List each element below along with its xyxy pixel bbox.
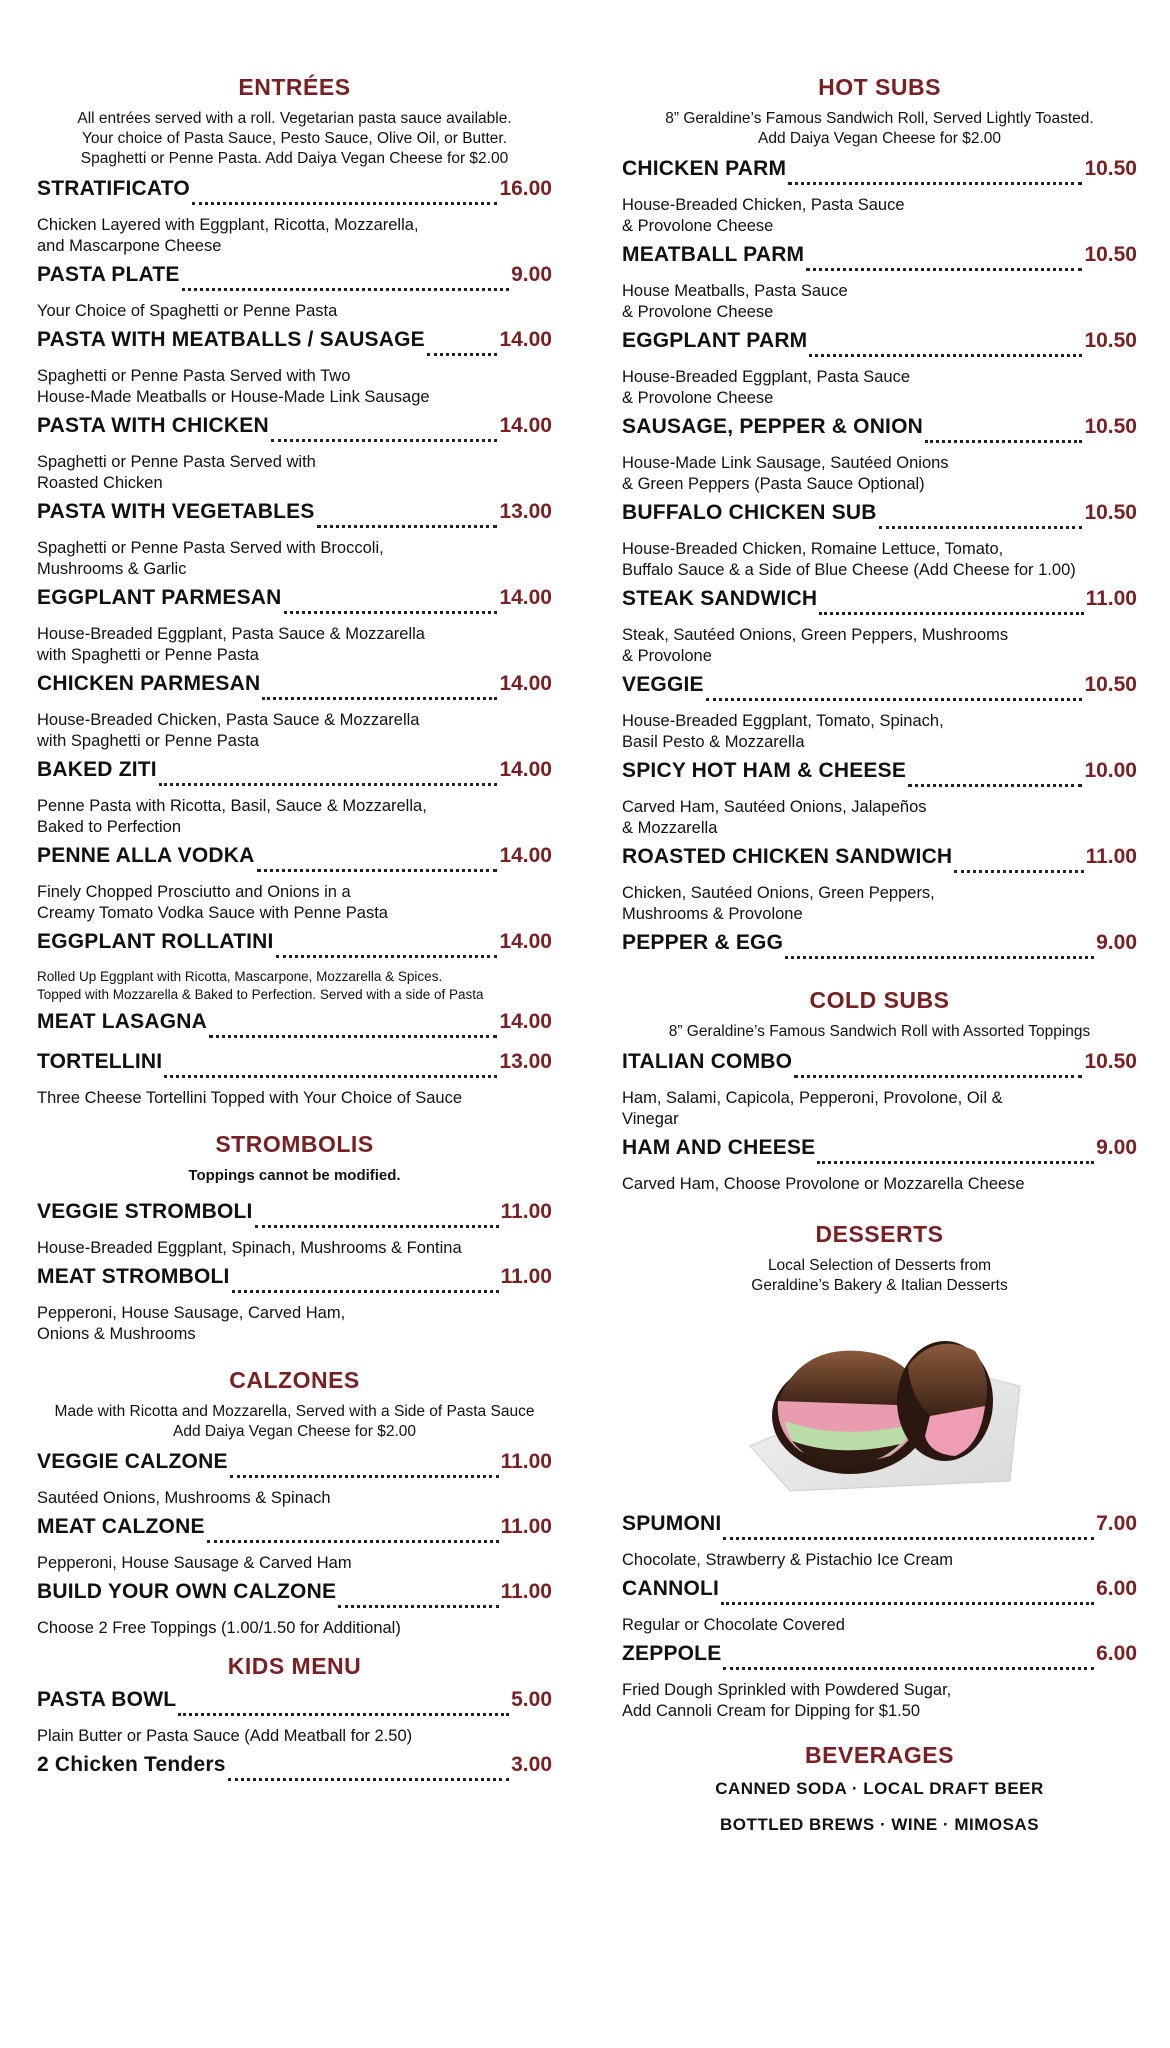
menu-item-price: 9.00 [1096, 1136, 1137, 1159]
menu-item-row [37, 177, 552, 211]
menu-item-row [37, 1515, 552, 1549]
desserts-note-line: Geraldine’s Bakery & Italian Desserts [751, 1277, 1008, 1294]
menu-item-price: 10.50 [1084, 243, 1137, 266]
menu-item-description-line: with Spaghetti or Penne Pasta [37, 646, 259, 664]
dot-leader [819, 612, 1083, 615]
desserts-title: DESSERTS [815, 1221, 944, 1247]
menu-item-price: 3.00 [511, 1753, 552, 1776]
strombolis-list [37, 1200, 552, 1345]
menu-item-description-line: Regular or Chocolate Covered [622, 1616, 845, 1634]
menu-item-description [37, 452, 552, 494]
menu-item [622, 1642, 1137, 1722]
menu-item-price: 10.50 [1084, 673, 1137, 696]
menu-item-description-line: Steak, Sautéed Onions, Green Peppers, Mushrooms [622, 626, 1009, 644]
menu-item-row [37, 844, 552, 878]
menu-item-name: VEGGIE STROMBOLI [37, 1200, 253, 1223]
calzones-note-line: Add Daiya Vegan Cheese for $2.00 [172, 1423, 416, 1440]
menu-item-description [622, 1680, 1137, 1722]
cold-subs-title: COLD SUBS [809, 987, 950, 1013]
menu-item-description [37, 1303, 552, 1345]
menu-item-name: MEATBALL PARM [622, 243, 805, 266]
dot-leader [271, 439, 498, 442]
menu-item-row [37, 672, 552, 706]
entrees-list [37, 177, 552, 1109]
dot-leader [164, 1075, 497, 1078]
menu-item-description-line: Chocolate, Strawberry & Pistachio Ice Cream [622, 1551, 954, 1569]
menu-item-description [37, 1488, 552, 1509]
menu-item-description-line: Rolled Up Eggplant with Ricotta, Mascarpone, Mozzarella & Spices. [37, 969, 443, 984]
desserts-note [622, 1256, 1137, 1296]
menu-item-description [622, 195, 1137, 237]
menu-item-description [37, 538, 552, 580]
dot-leader [879, 526, 1083, 529]
menu-item-name: STEAK SANDWICH [622, 587, 818, 610]
menu-item [622, 1512, 1137, 1571]
entrees-note [37, 109, 552, 169]
dot-leader [159, 783, 498, 786]
menu-item [622, 587, 1137, 667]
menu-item-name: EGGPLANT ROLLATINI [37, 930, 274, 953]
dot-leader [317, 525, 498, 528]
dot-leader [232, 1290, 499, 1293]
menu-item-description-line: House Meatballs, Pasta Sauce [622, 282, 848, 300]
menu-item-row [622, 243, 1137, 277]
menu-item-description-line: House-Breaded Eggplant, Pasta Sauce [622, 368, 911, 386]
menu-item-name: CHICKEN PARMESAN [37, 672, 261, 695]
dot-leader [192, 202, 498, 205]
menu-item-description [37, 1088, 552, 1109]
menu-item-row [37, 1450, 552, 1484]
desserts-list [622, 1512, 1137, 1722]
menu-item-name: SAUSAGE, PEPPER & ONION [622, 415, 923, 438]
menu-item-description-line: with Spaghetti or Penne Pasta [37, 732, 259, 750]
menu-item-description-line: Your Choice of Spaghetti or Penne Pasta [37, 302, 338, 320]
menu-item-name: PASTA WITH MEATBALLS / SAUSAGE [37, 328, 425, 351]
menu-item-description [622, 453, 1137, 495]
dot-leader [230, 1475, 499, 1478]
right-column [622, 60, 1137, 1851]
menu-item-description-line: & Provolone [622, 647, 712, 665]
menu-item-row [622, 1512, 1137, 1546]
menu-item-description-line: Carved Ham, Sautéed Onions, Jalapeños [622, 798, 927, 816]
menu-item [37, 758, 552, 838]
menu-item-price: 14.00 [499, 414, 552, 437]
menu-item-price: 7.00 [1096, 1512, 1137, 1535]
menu-item-description-line: Add Cannoli Cream for Dipping for $1.50 [622, 1702, 921, 1720]
menu-item-description-line: Spaghetti or Penne Pasta Served with Broccoli, [37, 539, 384, 557]
menu-item-price: 11.00 [500, 1450, 552, 1473]
menu-item-name: SPUMONI [622, 1512, 722, 1535]
menu-item-price: 10.50 [1084, 415, 1137, 438]
dot-leader [908, 784, 1082, 787]
menu-item-price: 9.00 [1096, 931, 1137, 954]
menu-item [37, 500, 552, 580]
menu-item-description [37, 1238, 552, 1259]
menu-item-name: MEAT STROMBOLI [37, 1265, 230, 1288]
menu-item-description-line: Vinegar [622, 1110, 679, 1128]
entrees-title: ENTRÉES [238, 74, 351, 100]
menu-item-price: 10.50 [1084, 1050, 1137, 1073]
menu-item-price: 14.00 [499, 844, 552, 867]
menu-item-name: PEPPER & EGG [622, 931, 784, 954]
menu-item-row [622, 673, 1137, 707]
dot-leader [723, 1667, 1094, 1670]
dot-leader [276, 955, 498, 958]
menu-item-description-line: Topped with Mozzarella & Baked to Perfection. Served with a side of Pasta [37, 987, 484, 1002]
menu-item-price: 10.50 [1084, 157, 1137, 180]
menu-item-name: ROASTED CHICKEN SANDWICH [622, 845, 953, 868]
menu-item [37, 672, 552, 752]
menu-item-description [37, 796, 552, 838]
menu-item [37, 844, 552, 924]
menu-item-row [37, 1010, 552, 1044]
menu-item-row [37, 930, 552, 964]
menu-item-description [622, 711, 1137, 753]
dot-leader [809, 354, 1082, 357]
menu-item-price: 11.00 [500, 1580, 552, 1603]
dot-leader [228, 1778, 510, 1781]
menu-item-description-line: Sautéed Onions, Mushrooms & Spinach [37, 1489, 331, 1507]
menu-item-row [622, 845, 1137, 879]
menu-item-row [622, 931, 1137, 965]
menu-item-name: PASTA PLATE [37, 263, 180, 286]
menu-item-description-line: Onions & Mushrooms [37, 1325, 196, 1343]
calzones-list [37, 1450, 552, 1639]
menu-item-description-line: Spaghetti or Penne Pasta Served with Two [37, 367, 351, 385]
dot-leader [338, 1605, 498, 1608]
menu-item [37, 328, 552, 408]
menu-item-row [622, 501, 1137, 535]
menu-item-price: 14.00 [499, 672, 552, 695]
menu-item [622, 1136, 1137, 1195]
menu-item-price: 13.00 [499, 1050, 552, 1073]
menu-item-description [622, 1088, 1137, 1130]
menu-item-description-line: House-Breaded Eggplant, Spinach, Mushrooms & Fontina [37, 1239, 462, 1257]
menu-item [622, 415, 1137, 495]
menu-item-description [622, 1615, 1137, 1636]
menu-item-description-line: & Provolone Cheese [622, 389, 774, 407]
menu-item-description-line: Plain Butter or Pasta Sauce (Add Meatball for 2.50) [37, 1727, 413, 1745]
menu-item-row [37, 1265, 552, 1299]
menu-item-row [622, 1642, 1137, 1676]
menu-item-price: 16.00 [499, 177, 552, 200]
menu-item-price: 11.00 [500, 1200, 552, 1223]
menu-item-name: SPICY HOT HAM & CHEESE [622, 759, 907, 782]
menu-item [37, 1050, 552, 1109]
menu-item-row [37, 586, 552, 620]
menu-item-name: MEAT CALZONE [37, 1515, 205, 1538]
menu-item-price: 13.00 [499, 500, 552, 523]
menu-item [622, 759, 1137, 839]
dot-leader [178, 1713, 509, 1716]
menu-item [622, 243, 1137, 323]
menu-item-price: 10.50 [1084, 329, 1137, 352]
kids-list [37, 1688, 552, 1787]
calzones-title: CALZONES [229, 1367, 360, 1393]
dot-leader [255, 1225, 499, 1228]
menu-item-row [622, 157, 1137, 191]
dot-leader [806, 268, 1082, 271]
menu-item-row [37, 1688, 552, 1722]
cold-subs-note: 8” Geraldine’s Famous Sandwich Roll with Assorted Toppings [668, 1023, 1091, 1040]
menu-item-description-line: & Provolone Cheese [622, 217, 774, 235]
menu-item-price: 11.00 [500, 1515, 552, 1538]
menu-item-row [622, 759, 1137, 793]
menu-item-row [37, 414, 552, 448]
menu-item-description [622, 281, 1137, 323]
menu-item-name: TORTELLINI [37, 1050, 163, 1073]
menu-item-price: 14.00 [499, 328, 552, 351]
menu-item-price: 10.00 [1084, 759, 1137, 782]
menu-item [622, 501, 1137, 581]
menu-item-row [622, 1136, 1137, 1170]
menu-item-description [37, 1553, 552, 1574]
menu-item-description-line: Pepperoni, House Sausage & Carved Ham [37, 1554, 352, 1572]
calzones-note [37, 1402, 552, 1442]
menu-item-description-line: & Mozzarella [622, 819, 718, 837]
menu-item [622, 157, 1137, 237]
menu-item [622, 931, 1137, 965]
left-column [37, 60, 552, 1793]
dot-leader [427, 353, 498, 356]
menu-item-name: EGGPLANT PARMESAN [37, 586, 282, 609]
menu-item-description-line: Buffalo Sauce & a Side of Blue Cheese (Add Cheese for 1.00) [622, 561, 1076, 579]
menu-item [622, 1577, 1137, 1636]
menu-item-price: 14.00 [499, 758, 552, 781]
menu-item [37, 586, 552, 666]
menu-item-description-line: House-Breaded Eggplant, Pasta Sauce & Mozzarella [37, 625, 425, 643]
menu-item-description-line: Baked to Perfection [37, 818, 182, 836]
entrees-note-line: All entrées served with a roll. Vegetarian pasta sauce available. [77, 110, 512, 127]
dot-leader [785, 956, 1094, 959]
menu-item [622, 329, 1137, 409]
menu-item-description [622, 797, 1137, 839]
menu-item-description [37, 968, 552, 1004]
menu-item-name: CHICKEN PARM [622, 157, 787, 180]
dot-leader [788, 182, 1082, 185]
menu-item-name: PASTA WITH VEGETABLES [37, 500, 315, 523]
strombolis-note: Toppings cannot be modified. [188, 1167, 401, 1184]
menu-item-description-line: House-Breaded Chicken, Pasta Sauce & Mozzarella [37, 711, 420, 729]
menu-item [37, 263, 552, 322]
beverages-line: BOTTLED BREWS · WINE · MIMOSAS [719, 1815, 1040, 1834]
menu-item-price: 14.00 [499, 586, 552, 609]
hot-subs-list [622, 157, 1137, 965]
menu-item-description-line: House-Made Link Sausage, Sautéed Onions [622, 454, 949, 472]
menu-item-name: VEGGIE [622, 673, 704, 696]
menu-item-description [37, 1726, 552, 1747]
menu-item [37, 1753, 552, 1787]
dot-leader [182, 288, 510, 291]
menu-item-row [622, 1577, 1137, 1611]
menu-item [37, 1688, 552, 1747]
menu-item-name: BUFFALO CHICKEN SUB [622, 501, 877, 524]
menu-item-description-line: Spaghetti or Penne Pasta Served with [37, 453, 316, 471]
menu-item-description-line: Mushrooms & Garlic [37, 560, 187, 578]
spumoni-photo [730, 1306, 1030, 1496]
menu-item-name: PASTA BOWL [37, 1688, 177, 1711]
hot-subs-title: HOT SUBS [818, 74, 941, 100]
menu-item-price: 11.00 [1085, 587, 1137, 610]
menu-item-row [622, 329, 1137, 363]
menu-item [37, 1200, 552, 1259]
menu-item [37, 1580, 552, 1639]
menu-item-description-line: House-Breaded Eggplant, Tomato, Spinach, [622, 712, 944, 730]
menu-item-price: 11.00 [1085, 845, 1137, 868]
menu-item-name: ITALIAN COMBO [622, 1050, 793, 1073]
menu-item-row [37, 1753, 552, 1787]
menu-item-description-line: Fried Dough Sprinkled with Powdered Sugar, [622, 1681, 952, 1699]
menu-item-name: STRATIFICATO [37, 177, 190, 200]
menu-item [622, 673, 1137, 753]
dot-leader [794, 1075, 1082, 1078]
entrees-note-line: Your choice of Pasta Sauce, Pesto Sauce, Olive Oil, or Butter. [81, 130, 508, 147]
entrees-note-line: Spaghetti or Penne Pasta. Add Daiya Vegan Cheese for $2.00 [80, 150, 509, 167]
menu-item [622, 845, 1137, 925]
menu-item-name: VEGGIE CALZONE [37, 1450, 228, 1473]
strombolis-title: STROMBOLIS [215, 1131, 374, 1157]
menu-item-description [37, 624, 552, 666]
menu-item [37, 414, 552, 494]
menu-item [37, 177, 552, 257]
menu-item-description [37, 1618, 552, 1639]
menu-item-description [622, 1174, 1137, 1195]
menu-item-price: 9.00 [511, 263, 552, 286]
calzones-note-line: Made with Ricotta and Mozzarella, Served with a Side of Pasta Sauce [54, 1403, 535, 1420]
dot-leader [954, 870, 1083, 873]
hot-subs-note-line: Add Daiya Vegan Cheese for $2.00 [757, 130, 1001, 147]
menu-item-name: HAM AND CHEESE [622, 1136, 816, 1159]
menu-item-description-line: & Green Peppers (Pasta Sauce Optional) [622, 475, 925, 493]
hot-subs-note [622, 109, 1137, 149]
menu-item-description [37, 710, 552, 752]
menu-item-description-line: Choose 2 Free Toppings (1.00/1.50 for Additional) [37, 1619, 401, 1637]
hot-subs-note-line: 8” Geraldine’s Famous Sandwich Roll, Served Lightly Toasted. [665, 110, 1094, 127]
menu-item [37, 1515, 552, 1574]
menu-item [37, 1010, 552, 1044]
dot-leader [207, 1540, 499, 1543]
menu-item-row [37, 500, 552, 534]
menu-item-price: 14.00 [499, 930, 552, 953]
dot-leader [262, 697, 497, 700]
menu-item-description-line: Pepperoni, House Sausage, Carved Ham, [37, 1304, 346, 1322]
menu-item-price: 11.00 [500, 1265, 552, 1288]
menu-item-description-line: Creamy Tomato Vodka Sauce with Penne Pasta [37, 904, 388, 922]
menu-item-description-line: and Mascarpone Cheese [37, 237, 222, 255]
menu-item-description [622, 883, 1137, 925]
dot-leader [925, 440, 1082, 443]
desserts-note-line: Local Selection of Desserts from [767, 1257, 992, 1274]
menu-item-description-line: & Provolone Cheese [622, 303, 774, 321]
dot-leader [706, 698, 1083, 701]
menu-item-description [622, 367, 1137, 409]
menu-item [622, 1050, 1137, 1130]
menu-item-description [37, 366, 552, 408]
menu-item-row [37, 1050, 552, 1084]
menu-item-row [37, 1580, 552, 1614]
menu-item-name: MEAT LASAGNA [37, 1010, 208, 1033]
menu-item-row [37, 328, 552, 362]
menu-item-description-line: Carved Ham, Choose Provolone or Mozzarella Cheese [622, 1175, 1025, 1193]
dot-leader [257, 869, 498, 872]
menu-item-price: 5.00 [511, 1688, 552, 1711]
menu-item-name: PENNE ALLA VODKA [37, 844, 255, 867]
menu-item-description-line: Roasted Chicken [37, 474, 163, 492]
menu-item [37, 1265, 552, 1345]
menu-item-description-line: Three Cheese Tortellini Topped with Your Choice of Sauce [37, 1089, 462, 1107]
dot-leader [817, 1161, 1094, 1164]
menu-item-description-line: House-Breaded Chicken, Pasta Sauce [622, 196, 905, 214]
menu-item-row [622, 1050, 1137, 1084]
menu-item-description [37, 301, 552, 322]
menu-item [37, 930, 552, 1004]
dot-leader [284, 611, 498, 614]
dot-leader [721, 1602, 1094, 1605]
menu-item-row [622, 415, 1137, 449]
beverages-title: BEVERAGES [805, 1742, 954, 1768]
menu-item-row [37, 758, 552, 792]
menu-item-name: ZEPPOLE [622, 1642, 722, 1665]
dot-leader [209, 1035, 497, 1038]
menu-item-description-line: Finely Chopped Prosciutto and Onions in a [37, 883, 351, 901]
menu-item-description-line: Chicken, Sautéed Onions, Green Peppers, [622, 884, 935, 902]
menu-item-description [37, 215, 552, 257]
menu-item-description-line: Basil Pesto & Mozzarella [622, 733, 805, 751]
menu-item-price: 14.00 [499, 1010, 552, 1033]
menu-item-description-line: Penne Pasta with Ricotta, Basil, Sauce & Mozzarella, [37, 797, 427, 815]
cold-subs-list [622, 1050, 1137, 1195]
menu-item-description [622, 539, 1137, 581]
menu-item-description-line: House-Made Meatballs or House-Made Link Sausage [37, 388, 430, 406]
menu-item-row [37, 263, 552, 297]
menu-item-description [622, 1550, 1137, 1571]
menu-item-description-line: House-Breaded Chicken, Romaine Lettuce, Tomato, [622, 540, 1004, 558]
menu-item-row [622, 587, 1137, 621]
beverages-line: CANNED SODA · LOCAL DRAFT BEER [715, 1779, 1044, 1798]
menu-item-name: BUILD YOUR OWN CALZONE [37, 1580, 337, 1603]
menu-item-name: CANNOLI [622, 1577, 720, 1600]
menu-item-name: PASTA WITH CHICKEN [37, 414, 269, 437]
menu-item-name: BAKED ZITI [37, 758, 157, 781]
menu-item-description [37, 882, 552, 924]
menu-item-name: EGGPLANT PARM [622, 329, 808, 352]
menu-item [37, 1450, 552, 1509]
menu-item-price: 10.50 [1084, 501, 1137, 524]
dot-leader [723, 1537, 1094, 1540]
menu-item-description-line: Chicken Layered with Eggplant, Ricotta, Mozzarella, [37, 216, 419, 234]
menu-item-description [622, 625, 1137, 667]
menu-item-price: 6.00 [1096, 1577, 1137, 1600]
menu-item-row [37, 1200, 552, 1234]
menu-item-name: 2 Chicken Tenders [37, 1753, 226, 1776]
menu-item-price: 6.00 [1096, 1642, 1137, 1665]
menu-item-description-line: Mushrooms & Provolone [622, 905, 803, 923]
menu-item-description-line: Ham, Salami, Capicola, Pepperoni, Provolone, Oil & [622, 1089, 1003, 1107]
kids-menu-title: KIDS MENU [227, 1653, 362, 1679]
